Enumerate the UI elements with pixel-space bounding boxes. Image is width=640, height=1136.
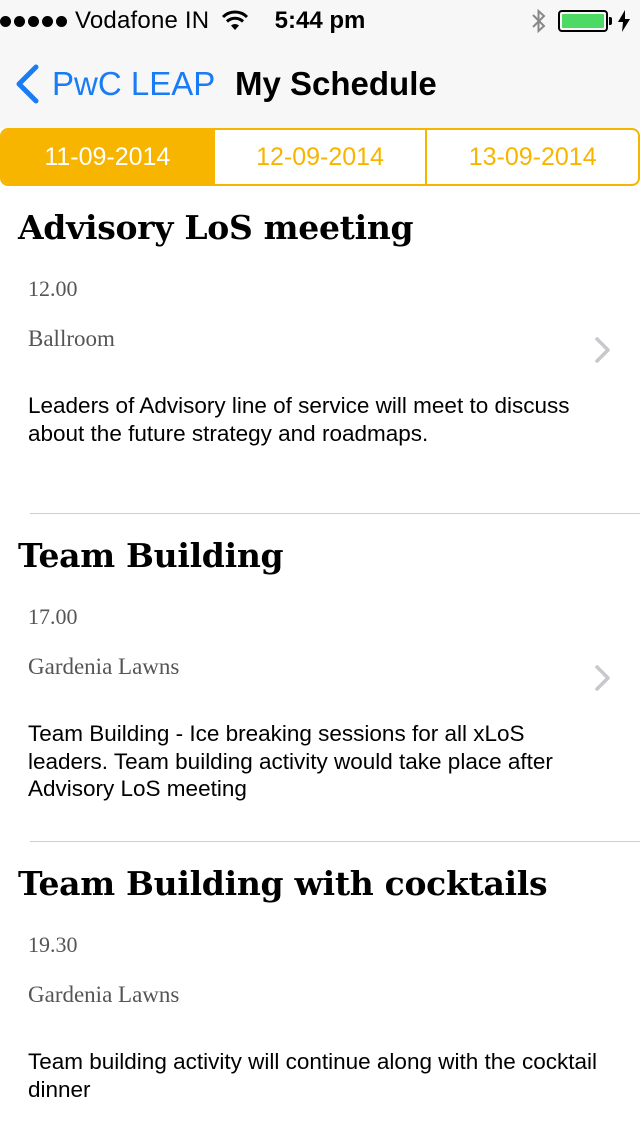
status-right [530, 6, 630, 36]
schedule-list [0, 186, 640, 1136]
tab-date-2[interactable]: 12-09-2014 [213, 130, 426, 184]
bluetooth-icon [530, 7, 548, 35]
event-title: Team Building [18, 536, 284, 575]
carrier-name: Vodafone IN [75, 7, 210, 34]
back-button-label: PwC LEAP [52, 65, 216, 102]
event-title: Advisory LoS meeting [18, 208, 414, 247]
page-title: My Schedule [235, 65, 437, 102]
tab-date-1[interactable]: 11-09-2014 [2, 130, 213, 184]
status-time: 5:44 pm [274, 7, 366, 34]
event-description: Team building activity will continue along with the cocktail dinner [28, 1049, 598, 1102]
schedule-item[interactable] [0, 842, 640, 1136]
tab-date-3[interactable]: 13-09-2014 [425, 130, 638, 184]
chevron-right-icon[interactable] [594, 664, 612, 692]
event-venue: Gardenia Lawns [28, 982, 180, 1007]
event-venue: Ballroom [28, 326, 115, 351]
event-description: Team Building - Ice breaking sessions for all xLoS leaders. Team building activity would take place after Advisory LoS meeting [28, 721, 553, 801]
battery-icon [558, 10, 608, 32]
schedule-item[interactable] [0, 514, 640, 842]
status-bar [0, 0, 640, 40]
event-venue: Gardenia Lawns [28, 654, 180, 679]
event-description: Leaders of Advisory line of service will meet to discuss about the future strategy and roadmaps. [28, 393, 570, 446]
chevron-left-icon [14, 64, 40, 104]
navigation-bar [0, 40, 640, 128]
event-time: 17.00 [28, 604, 78, 629]
date-tabs [0, 128, 640, 186]
schedule-item[interactable] [0, 186, 640, 514]
event-time: 19.30 [28, 932, 78, 957]
charging-bolt-icon [618, 10, 630, 32]
event-time: 12.00 [28, 276, 78, 301]
event-title: Team Building with cocktails [18, 864, 548, 903]
battery-level [562, 14, 604, 28]
back-button[interactable] [14, 64, 215, 104]
chevron-right-icon[interactable] [594, 336, 612, 364]
